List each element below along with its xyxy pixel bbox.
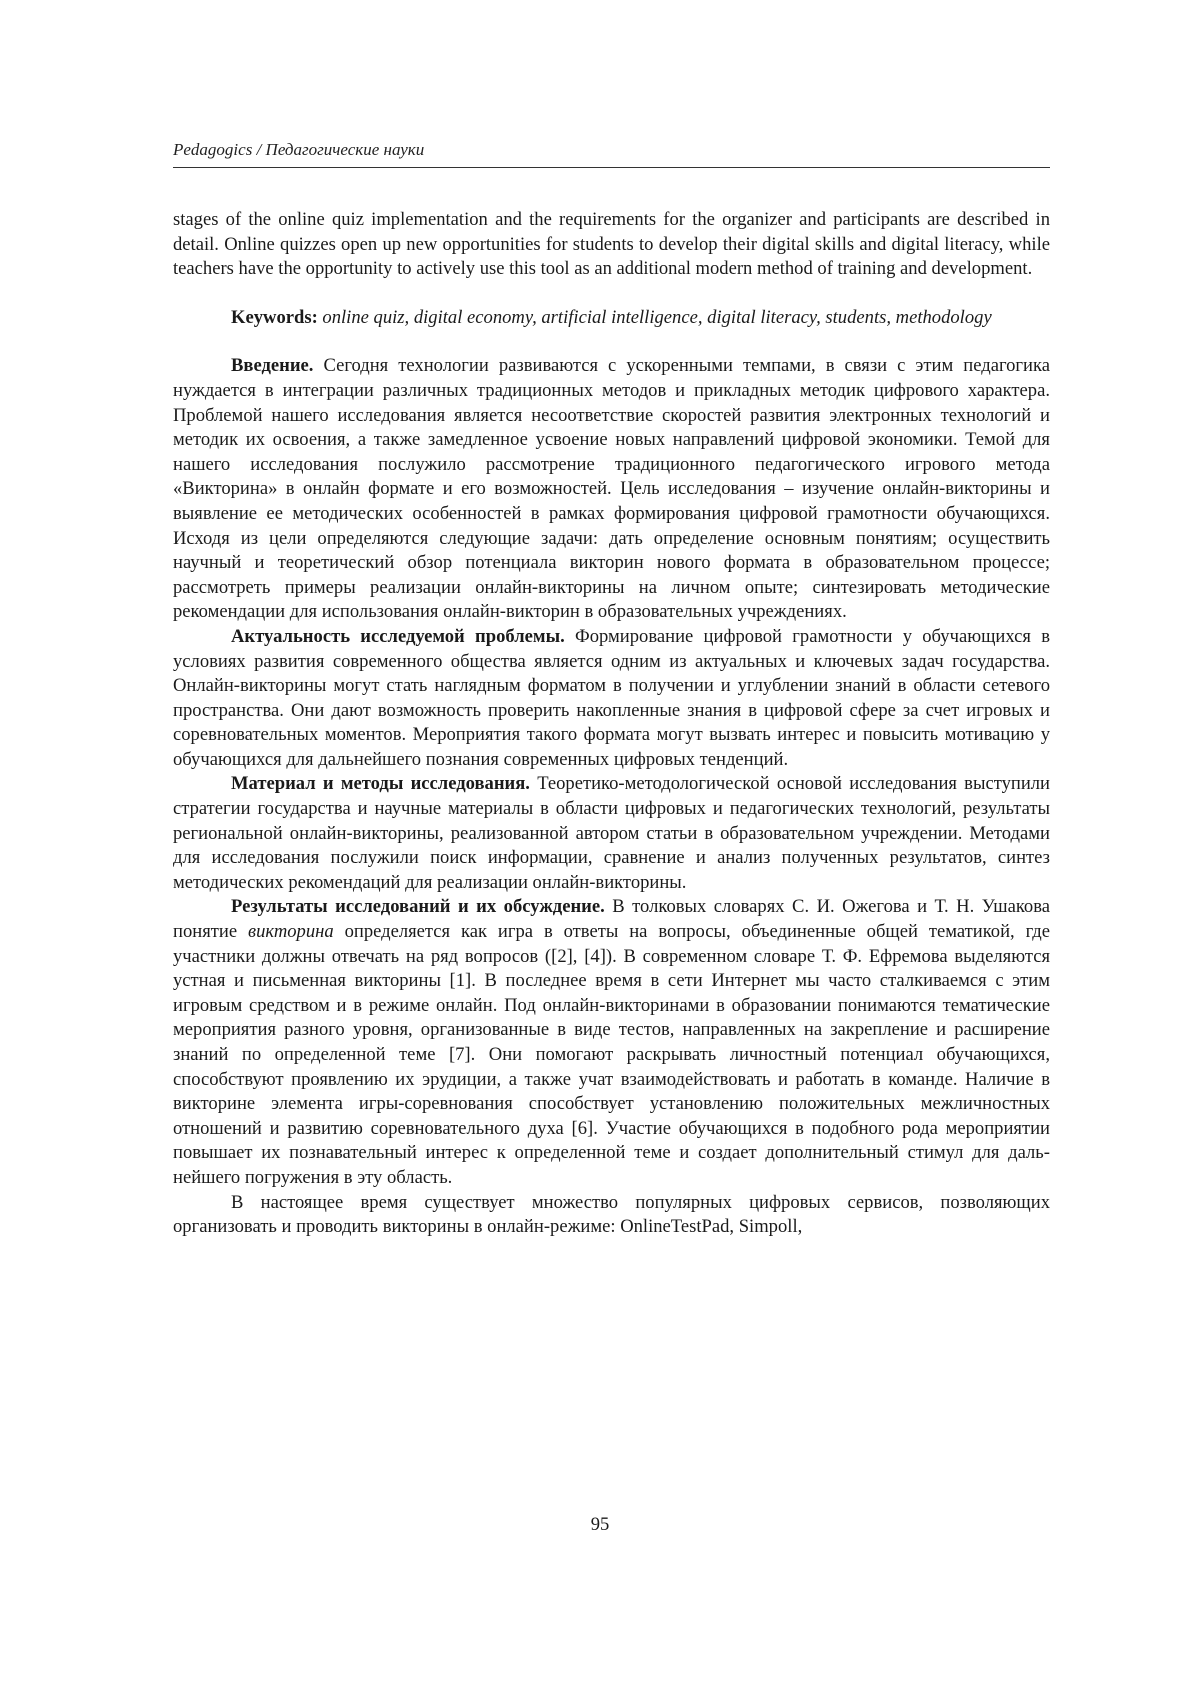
article-body xyxy=(173,208,1050,1240)
methods-paragraph xyxy=(173,772,1050,895)
relevance-text: Формирование цифровой грамотности у обучающихся в условиях развития современного общества является одним из актуальных и ключевых задач государства. Онлайн-викторины могут стать наглядным форматом в получении и углублении знаний в области сетевого пространства. Они дают возможность проверить накопленные знания в цифровой сфере за счет игровых и соревновательных моментов. Мероприятия такого формата могут вызвать интерес и повысить мотивацию у обучающихся для дальнейшего познания современных цифровых тенденций. xyxy=(173,625,1050,770)
results-paragraph xyxy=(173,895,1050,1190)
keywords-label: Keywords: xyxy=(231,306,318,328)
header-rule xyxy=(173,167,1050,168)
methods-heading: Материал и методы исследования. xyxy=(231,773,530,795)
page-number: 95 xyxy=(590,1514,610,1535)
relevance-paragraph xyxy=(173,625,1050,773)
keywords-line xyxy=(173,306,1050,331)
keywords-text: online quiz, digital economy, artificial intelligence, digital literacy, students, methodology xyxy=(322,306,992,328)
services-paragraph: В настоящее время существует множество популярных цифровых сервисов, позволяющих организовать и проводить викторины в онлайн-режиме: OnlineTestPad, Simpoll, xyxy=(173,1191,1050,1238)
abstract-paragraph: stages of the online quiz implementation and the requirements for the organizer and participants are described in detail. Online quizzes open up new opportunities for students to develop their digital skills and digital literacy, while teachers have the opportunity to actively use this tool as an additional modern method of training and development. xyxy=(173,209,1050,280)
running-header: Pedagogics / Педагогические науки xyxy=(173,140,425,159)
introduction-paragraph xyxy=(173,354,1050,625)
results-text-after: определяется как игра в ответы на вопросы, объединенные общей тематикой, где участники должны отвечать на ряд вопросов ([2], [4]). В современном словаре Т. Ф. Ефремова выделяются устная и письменная викторины [1]. В последнее время в сети Интернет мы часто сталкиваемся с этим игровым средством и в режиме онлайн. Под онлайн-викторинами в образовании понимаются тематические мероприятия разного уровня, организованные в виде тестов, направленных на закрепление и расширение знаний по определенной теме [7]. Они помогают раскрывать личностный потенциал обучающихся, способствуют проявлению их эрудиции, а также учат взаимодействовать и работать в команде. Наличие в викторине элемента игры-соревнования способствует установлению положительных межличностных отношений и развитию соревновательного духа [6]. Участие обучающихся в подобного рода мероприятии повышает их познавательный интерес к определенной теме и создает дополнительный стимул для дальнейшего погружения в эту область. xyxy=(173,921,1050,1188)
introduction-text: Сегодня технологии развиваются с ускоренными темпами, в связи с этим педагогика нуждается в интеграции различных традиционных методов и прикладных методик цифрового характера. Проблемой нашего исследования является несоответствие скоростей развития электронных технологий и методик их освоения, а также замедленное усвоение новых направлений цифровой экономики. Темой для нашего исследования послужило рассмотрение традиционного педагогического игрового метода «Викторина» в онлайн формате и его возможностей. Цель исследования – изучение онлайн-викторины и выявление ее методических особенностей в рамках формирования цифровой грамотности обучающихся. Исходя из цели определяются следующие задачи: дать определение основным понятиям; осуществить научный и теоретический обзор потенциала викторин нового формата в образовательном процессе; рассмотреть примеры реализации онлайн-викторины на личном опыте; синтезировать методические рекомендации для использования онлайн-викторин в образовательных учреждениях. xyxy=(173,355,1050,623)
relevance-heading: Актуальность исследуемой проблемы. xyxy=(231,625,565,647)
methods-text: Теоретико-методологической основой исследования выступили стратегии государства и научные материалы в области цифровых и педагогических технологий, результаты региональной онлайн-викторины, реализованной автором статьи в образовательном учреждении. Методами для исследования послужили поиск информации, сравнение и анализ полученных результатов, синтез методических рекомендаций для реализации онлайн-викторины. xyxy=(173,773,1051,893)
introduction-heading: Введение. xyxy=(231,355,314,377)
results-heading: Результаты исследований и их обсуждение. xyxy=(231,896,605,918)
results-term: викторина xyxy=(248,921,334,943)
results-text-before: В толковых словарях С. И. Ожегова и Т. Н. Ушакова понятие xyxy=(173,896,1050,943)
